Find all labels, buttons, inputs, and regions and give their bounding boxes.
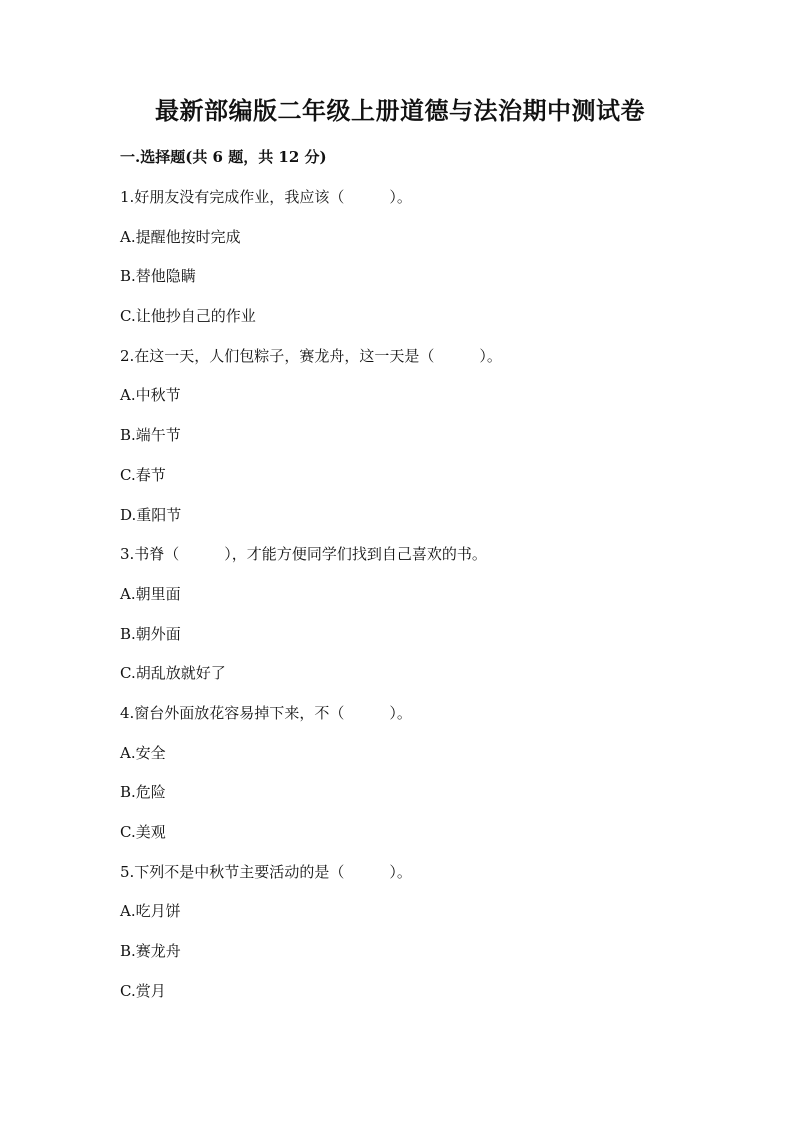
question-5-option-a: A.吃月饼 xyxy=(120,902,181,921)
question-list xyxy=(120,186,700,1019)
question-3-option-c: C.胡乱放就好了 xyxy=(120,664,226,683)
section-heading: 一.选择题(共 6 题，共 12 分) xyxy=(120,148,327,166)
question-4-option-a: A.安全 xyxy=(120,743,166,762)
page-title: 最新部编版二年级上册道德与法治期中测试卷 xyxy=(155,96,645,125)
question-5-option-c: C.赏月 xyxy=(120,981,166,1000)
question-3-option-a: A.朝里面 xyxy=(120,584,181,603)
question-3-stem: 3.书脊（ ），才能方便同学们找到自己喜欢的书。 xyxy=(120,545,487,564)
question-1-option-c: C.让他抄自己的作业 xyxy=(120,307,256,326)
question-4-stem: 4.窗台外面放花容易掉下来，不（ ）。 xyxy=(120,703,412,722)
question-1-option-b: B.替他隐瞒 xyxy=(120,267,196,286)
question-2-option-c: C.春节 xyxy=(120,465,166,484)
question-1-option-a: A.提醒他按时完成 xyxy=(120,227,241,246)
question-2-option-b: B.端午节 xyxy=(120,426,181,445)
question-2-option-d: D.重阳节 xyxy=(120,505,182,524)
question-5-stem: 5.下列不是中秋节主要活动的是（ ）。 xyxy=(120,862,412,881)
question-1-stem: 1.好朋友没有完成作业，我应该（ ）。 xyxy=(120,188,412,206)
question-2-option-a: A.中秋节 xyxy=(120,386,181,405)
question-4-option-b: B.危险 xyxy=(120,783,166,802)
question-4-option-c: C.美观 xyxy=(120,823,166,841)
question-3-option-b: B.朝外面 xyxy=(120,624,181,643)
question-5-option-b: B.赛龙舟 xyxy=(120,942,181,961)
question-2-stem: 2.在这一天，人们包粽子，赛龙舟，这一天是（ ）。 xyxy=(120,346,502,365)
